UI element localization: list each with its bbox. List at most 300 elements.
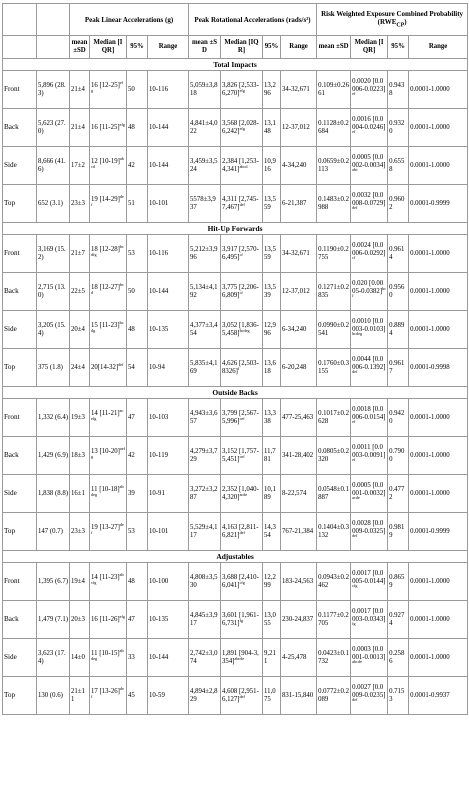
cell-rwe-median-superscript: acde [352, 495, 360, 501]
cell-rotational-mean: 4,845±3,917 [189, 601, 221, 639]
table-row [3, 399, 468, 437]
cell-linear-mean: 18±3 [70, 437, 90, 475]
header-sub-cell: Range [409, 36, 468, 59]
impact-data-table [2, 3, 468, 715]
cell-rwe-median-superscript: bcdeg [352, 331, 363, 337]
cell-linear-range: 10-116 [148, 71, 189, 109]
cell-linear-range: 10-144 [148, 147, 189, 185]
cell-linear-median [90, 513, 127, 551]
cell-linear-median-value: 14 [11-21] [91, 409, 120, 417]
cell-linear-mean: 19±4 [70, 563, 90, 601]
cell-rwe-median-superscript: cf [352, 255, 356, 261]
cell-linear-median-value: 16 [12-25] [91, 81, 120, 89]
cell-rwe-mean: 0.1271±0.2835 [317, 273, 351, 311]
cell-rwe-95: 0.9438 [388, 71, 409, 109]
cell-rotational-median-value: 3,601 [1,961-6,731] [222, 611, 259, 627]
table-row [3, 311, 468, 349]
cell-rotational-range: 230-24,837 [281, 601, 317, 639]
cell-rwe-mean: 0.1177±0.2705 [317, 601, 351, 639]
cell-rwe-95: 0.9420 [388, 399, 409, 437]
cell-linear-median [90, 639, 127, 677]
cell-rotational-median-value: 3,799 [2,567-5,996] [222, 409, 259, 425]
cell-linear-median-value: 16 [11-25] [91, 123, 120, 131]
cell-rwe-median-superscript: cfg [352, 583, 358, 589]
cell-rotational-range: 6-34,240 [281, 311, 317, 349]
cell-rwe-median-superscript: ef [352, 129, 356, 135]
table-row [3, 71, 468, 109]
cell-rwe-range: 0.0001-0.9937 [409, 677, 468, 715]
cell-rotational-mean: 4,841±4,022 [189, 109, 221, 147]
header-sub-cell: Median [IQR] [221, 36, 263, 59]
cell-linear-95: 47 [127, 601, 148, 639]
cell-linear-median-superscript: def [91, 521, 124, 535]
cell-rotational-median-superscript: f [237, 365, 240, 371]
cell-rwe-range: 0.0001-1.0000 [409, 399, 468, 437]
cell-linear-median [90, 475, 127, 513]
cell-rwe-median-superscript: def [352, 533, 358, 539]
cell-rotational-median-value: 4,608 [2,951-6,127] [222, 687, 259, 703]
cell-position: Front [3, 71, 37, 109]
cell-linear-median-superscript: abcfg [91, 571, 124, 585]
cell-count: 3,205 (15.4) [37, 311, 70, 349]
cell-rwe-range: 0.0001-1.0000 [409, 109, 468, 147]
header-sub-cell: Range [281, 36, 317, 59]
cell-rotational-median [221, 563, 263, 601]
section-title: Total Impacts [3, 59, 468, 71]
cell-rotational-median-value: 1,891 [904-3,354] [222, 649, 259, 665]
cell-rwe-median [351, 563, 388, 601]
header-blank-cell [3, 36, 37, 59]
cell-rotational-median-value: 3,568 [2,028-6,242] [222, 119, 259, 135]
cell-count: 1,395 (6.7) [37, 563, 70, 601]
header-risk-close: ) [404, 17, 407, 26]
cell-rotational-95: 13,338 [263, 399, 281, 437]
cell-linear-median-superscript: def [91, 193, 124, 207]
cell-linear-range: 10-135 [148, 311, 189, 349]
cell-position: Side [3, 475, 37, 513]
cell-linear-mean: 20±3 [70, 601, 90, 639]
cell-rotational-95: 13,055 [263, 601, 281, 639]
cell-rotational-median-value: 3,688 [2,410-6,041] [222, 573, 259, 589]
cell-rotational-mean: 5578±3,937 [189, 185, 221, 223]
cell-rotational-mean: 5,212±3,996 [189, 235, 221, 273]
cell-rotational-median [221, 185, 263, 223]
cell-rotational-95: 13,539 [263, 273, 281, 311]
cell-count: 652 (3.1) [37, 185, 70, 223]
cell-linear-median [90, 147, 127, 185]
cell-rwe-95: 0.9614 [388, 235, 409, 273]
cell-linear-median-superscript: bcdg [91, 319, 124, 333]
cell-rotational-95: 11,075 [263, 677, 281, 715]
cell-linear-range: 10-144 [148, 273, 189, 311]
cell-linear-median-superscript: abcd [91, 155, 124, 169]
cell-rwe-median [351, 601, 388, 639]
cell-rotational-mean: 4,943±3,657 [189, 399, 221, 437]
cell-linear-95: 48 [127, 311, 148, 349]
cell-rwe-mean: 0.1190±0.2755 [317, 235, 351, 273]
cell-rwe-mean: 0.0805±0.2320 [317, 437, 351, 475]
cell-linear-95: 48 [127, 109, 148, 147]
cell-rwe-95: 0.7153 [388, 677, 409, 715]
header-sub-cell: mean ±SD [189, 36, 221, 59]
cell-rotational-mean: 4,894±2,829 [189, 677, 221, 715]
cell-rotational-mean: 4,808±3,530 [189, 563, 221, 601]
cell-rwe-mean: 0.109±0.2661 [317, 71, 351, 109]
cell-linear-mean: 21±7 [70, 235, 90, 273]
cell-rotational-mean: 3,272±3,287 [189, 475, 221, 513]
cell-rwe-range: 0.0001-1.0000 [409, 563, 468, 601]
cell-linear-95: 47 [127, 399, 148, 437]
cell-rotational-median [221, 109, 263, 147]
cell-rwe-median-value: 0.0016 [0.0004-0.0246] [352, 116, 386, 131]
cell-rotational-median-value: 3,917 [2,570-6,495] [222, 245, 259, 261]
cell-linear-mean: 21±4 [70, 71, 90, 109]
cell-rwe-mean: 0.0943±0.2462 [317, 563, 351, 601]
cell-position: Top [3, 349, 37, 387]
cell-rotational-median-superscript: cef [239, 453, 245, 459]
cell-rotational-mean: 4,279±3,729 [189, 437, 221, 475]
header-risk-weighted [317, 4, 468, 36]
cell-linear-range: 10-100 [148, 563, 189, 601]
cell-linear-mean: 17±2 [70, 147, 90, 185]
cell-rwe-median-superscript: bcf [352, 285, 387, 299]
cell-rotational-median-superscript: cf [239, 289, 243, 295]
cell-linear-median-superscript: abdeg [91, 647, 124, 661]
cell-rotational-range: 477-25,463 [281, 399, 317, 437]
cell-rwe-median [351, 437, 388, 475]
cell-rwe-range: 0.0001-1.0000 [409, 235, 468, 273]
cell-rotational-95: 13,559 [263, 185, 281, 223]
cell-linear-median-superscript: acefg [91, 407, 124, 421]
table-row [3, 677, 468, 715]
cell-linear-median-value: 18 [12-28] [91, 245, 120, 253]
cell-rotational-median-value: 3,775 [2,206-6,809] [222, 283, 259, 299]
cell-count: 375 (1.8) [37, 349, 70, 387]
cell-linear-median [90, 437, 127, 475]
cell-linear-range: 10-103 [148, 399, 189, 437]
cell-rwe-range: 0.0001-0.9999 [409, 513, 468, 551]
cell-linear-range: 10-116 [148, 235, 189, 273]
cell-linear-median-superscript: efg [91, 79, 124, 93]
cell-rotational-median-superscript: efg [239, 87, 245, 93]
cell-linear-median [90, 109, 127, 147]
cell-linear-mean: 23±3 [70, 513, 90, 551]
cell-rwe-median-superscript: abc [352, 167, 358, 173]
cell-linear-median [90, 185, 127, 223]
cell-rwe-95: 0.9560 [388, 273, 409, 311]
cell-rwe-median-superscript: def [352, 205, 358, 211]
table-row [3, 109, 468, 147]
cell-linear-95: 42 [127, 147, 148, 185]
cell-rotational-median [221, 399, 263, 437]
cell-rotational-range: 12-37,012 [281, 273, 317, 311]
cell-rotational-median-superscript: abcd [239, 163, 248, 169]
cell-rotational-range: 12-37,012 [281, 109, 317, 147]
cell-linear-median-superscript: def [118, 361, 124, 367]
cell-rwe-median-value: 0.0017 [0.0003-0.0343] [352, 608, 386, 623]
cell-rotational-range: 767-21,384 [281, 513, 317, 551]
cell-linear-mean: 24±4 [70, 349, 90, 387]
header-blank-cell [37, 36, 70, 59]
cell-rotational-median-superscript: cef [239, 415, 245, 421]
cell-rotational-median [221, 475, 263, 513]
cell-rotational-95: 10,916 [263, 147, 281, 185]
cell-rotational-95: 9,211 [263, 639, 281, 677]
cell-rwe-median-value: 0.0005 [0.0001-0.0032] [352, 482, 386, 497]
cell-rotational-median-superscript: def [239, 201, 245, 207]
cell-rotational-95: 14,354 [263, 513, 281, 551]
cell-linear-median-superscript: abdeg [91, 483, 124, 497]
cell-rwe-median-value: 0.0024 [0.0006-0.0292] [352, 242, 386, 257]
cell-rotational-mean: 3,459±3,524 [189, 147, 221, 185]
table-row [3, 185, 468, 223]
header-risk-text: Risk Weighted Exposure Combined Probability (RWE [321, 9, 464, 26]
cell-rwe-mean: 0.1760±0.3155 [317, 349, 351, 387]
cell-rotational-median-superscript: efg [239, 125, 245, 131]
cell-rwe-median [351, 639, 388, 677]
cell-rwe-median-value: 0.0020 [0.0006-0.0223] [352, 78, 386, 93]
cell-count: 3,169 (15.2) [37, 235, 70, 273]
cell-rwe-median-superscript: abcde [352, 659, 362, 665]
cell-rotational-median [221, 235, 263, 273]
cell-position: Front [3, 563, 37, 601]
table-body [3, 59, 468, 715]
cell-rwe-95: 0.4772 [388, 475, 409, 513]
cell-count: 147 (0.7) [37, 513, 70, 551]
cell-rotational-median [221, 349, 263, 387]
cell-rotational-median-value: 4,626 [2,503-8326] [222, 359, 259, 375]
cell-linear-mean: 14±0 [70, 639, 90, 677]
cell-linear-range: 10-101 [148, 513, 189, 551]
cell-linear-median-value: 14 [11-23] [91, 573, 120, 581]
header-sub-cell: Median [IQR] [90, 36, 127, 59]
header-sub-cell: mean ±SD [70, 36, 90, 59]
table-row [3, 273, 468, 311]
cell-count: 1,479 (7.1) [37, 601, 70, 639]
cell-linear-95: 54 [127, 349, 148, 387]
cell-rotational-median [221, 601, 263, 639]
cell-linear-median-superscript: aefg [91, 445, 126, 459]
cell-rwe-95: 0.2586 [388, 639, 409, 677]
cell-linear-median-value: 19 [14-29] [91, 195, 120, 203]
cell-rotational-mean: 5,134±4,192 [189, 273, 221, 311]
cell-linear-median-superscript: efg [119, 613, 125, 619]
cell-rwe-range: 0.0001-1.0000 [409, 601, 468, 639]
cell-count: 1,429 (6.9) [37, 437, 70, 475]
cell-linear-mean: 23±3 [70, 185, 90, 223]
cell-linear-range: 10-135 [148, 601, 189, 639]
cell-rwe-median [351, 273, 388, 311]
section-title: Hit-Up Forwards [3, 223, 468, 235]
cell-rwe-95: 0.9274 [388, 601, 409, 639]
cell-linear-median-superscript: bcd [91, 281, 124, 295]
cell-linear-median [90, 677, 127, 715]
cell-rwe-median-superscript: def [352, 369, 358, 375]
cell-linear-95: 42 [127, 437, 148, 475]
cell-rotational-mean: 4,377±3,454 [189, 311, 221, 349]
cell-count: 1,332 (6.4) [37, 399, 70, 437]
cell-rwe-median [351, 349, 388, 387]
header-peak-rotational: Peak Rotational Accelerations (rads/s²) [189, 4, 317, 36]
cell-rotational-median [221, 71, 263, 109]
section-row [3, 387, 468, 399]
cell-rwe-median-value: 0.0011 [0.0003-0.0091] [352, 444, 386, 459]
cell-rwe-median-superscript: ef [352, 457, 356, 463]
cell-rotational-range: 4-34,240 [281, 147, 317, 185]
table-row [3, 639, 468, 677]
cell-rwe-95: 0.8894 [388, 311, 409, 349]
cell-rwe-range: 0.0001-1.0000 [409, 311, 468, 349]
cell-rotational-median-superscript: def [239, 693, 245, 699]
cell-linear-95: 53 [127, 513, 148, 551]
cell-linear-95: 50 [127, 71, 148, 109]
cell-rotational-95: 12,299 [263, 563, 281, 601]
cell-count: 5,896 (28.3) [37, 71, 70, 109]
cell-count: 130 (0.6) [37, 677, 70, 715]
cell-rwe-range: 0.0001-1.0000 [409, 71, 468, 109]
cell-rotational-mean: 5,529±4,117 [189, 513, 221, 551]
cell-rotational-median-superscript: cfg [239, 579, 245, 585]
cell-position: Front [3, 399, 37, 437]
cell-rotational-median-value: 3,052 [1,836-5,458] [222, 321, 259, 337]
cell-rwe-median [351, 311, 388, 349]
cell-position: Back [3, 109, 37, 147]
cell-rotational-median [221, 677, 263, 715]
cell-linear-mean: 20±4 [70, 311, 90, 349]
cell-position: Back [3, 437, 37, 475]
header-sub-cell: Median [IQR] [351, 36, 388, 59]
cell-rotational-median-superscript: bcdeg [239, 327, 250, 333]
cell-rwe-median-value: 0.0005 [0.0002-0.0034] [352, 154, 386, 169]
cell-rwe-range: 0.0001-1.0000 [409, 147, 468, 185]
cell-rwe-median [351, 185, 388, 223]
table-row [3, 147, 468, 185]
cell-rwe-median [351, 399, 388, 437]
cell-rotational-95: 13,148 [263, 109, 281, 147]
cell-linear-median-value: 15 [11-23] [91, 321, 120, 329]
header-sub-cell: mean ±SD [317, 36, 351, 59]
cell-rotational-95: 13,618 [263, 349, 281, 387]
cell-linear-median-value: 18 [12-27] [91, 283, 120, 291]
cell-rotational-95: 12,996 [263, 311, 281, 349]
cell-rwe-mean: 0.0423±0.1732 [317, 639, 351, 677]
cell-rwe-median [351, 513, 388, 551]
header-sub-cell: 95% [388, 36, 409, 59]
cell-rwe-95: 0.7900 [388, 437, 409, 475]
cell-rwe-range: 0.0001-1.0000 [409, 437, 468, 475]
cell-rotational-median-superscript: abcde [234, 655, 245, 661]
cell-linear-range: 10-59 [148, 677, 189, 715]
cell-rwe-mean: 0.1404±0.3132 [317, 513, 351, 551]
cell-rwe-median-value: 0.0003 [0.0001-0.0013] [352, 646, 386, 661]
cell-linear-median [90, 311, 127, 349]
section-row [3, 551, 468, 563]
cell-rotational-median-value: 4,311 [2,745-7,467] [222, 195, 259, 211]
cell-rwe-range: 0.0001-1.0000 [409, 273, 468, 311]
cell-rwe-95: 0.9602 [388, 185, 409, 223]
cell-rwe-mean: 0.1017±0.2628 [317, 399, 351, 437]
cell-rwe-median-value: 0.020 [0.0005-0.0382] [352, 280, 384, 295]
cell-count: 3,623 (17.4) [37, 639, 70, 677]
cell-linear-median-value: 16 [11-26] [91, 615, 120, 623]
cell-rwe-median-value: 0.0044 [0.0006-0.1392] [352, 356, 386, 371]
cell-rotational-median [221, 513, 263, 551]
cell-rotational-median-superscript: fg [239, 617, 244, 623]
cell-linear-median [90, 273, 127, 311]
cell-rwe-median-value: 0.0028 [0.0009-0.0325] [352, 520, 386, 535]
cell-linear-median-superscript: bcdfg [91, 243, 124, 257]
cell-rotational-95: 10,189 [263, 475, 281, 513]
cell-linear-mean: 21±11 [70, 677, 90, 715]
cell-rwe-median [351, 677, 388, 715]
cell-linear-median-value: 13 [10-20] [91, 447, 120, 455]
cell-rwe-range: 0.0001-0.9998 [409, 349, 468, 387]
cell-linear-median-value: 11 [10-15] [91, 649, 120, 657]
cell-rwe-range: 0.0001-1.0000 [409, 475, 468, 513]
cell-linear-median-superscript: def [91, 685, 124, 699]
header-risk-subscript: CP [396, 22, 405, 29]
cell-rwe-mean: 0.0990±0.2541 [317, 311, 351, 349]
header-sub-cell: Range [148, 36, 189, 59]
cell-rotational-range: 831-15,840 [281, 677, 317, 715]
page [0, 3, 469, 810]
cell-rotational-median-value: 3,152 [1,757-5,451] [222, 447, 259, 463]
cell-position: Side [3, 311, 37, 349]
cell-linear-95: 39 [127, 475, 148, 513]
cell-rotational-95: 11,781 [263, 437, 281, 475]
cell-rotational-median [221, 311, 263, 349]
cell-count: 8,666 (41.6) [37, 147, 70, 185]
cell-linear-median [90, 601, 127, 639]
cell-rotational-95: 13,559 [263, 235, 281, 273]
cell-rotational-range: 341-28,402 [281, 437, 317, 475]
cell-rotational-range: 6-21,387 [281, 185, 317, 223]
section-row [3, 59, 468, 71]
cell-rwe-median-superscript: ef [352, 91, 356, 97]
cell-rwe-median [351, 235, 388, 273]
header-row-subcolumns [3, 36, 468, 59]
cell-rwe-median [351, 147, 388, 185]
cell-linear-mean: 16±1 [70, 475, 90, 513]
cell-linear-mean: 21±4 [70, 109, 90, 147]
cell-linear-median-value: 17 [13-26] [91, 687, 120, 695]
cell-rwe-median-value: 0.0018 [0.0006-0.0154] [352, 406, 386, 421]
cell-rotational-range: 183-24,563 [281, 563, 317, 601]
cell-linear-95: 48 [127, 563, 148, 601]
cell-rotational-median-superscript: acde [239, 491, 248, 497]
cell-rotational-range: 6-20,248 [281, 349, 317, 387]
section-title: Outside Backs [3, 387, 468, 399]
cell-rotational-median-value: 2,384 [1,253-4,341] [222, 157, 259, 173]
cell-linear-95: 51 [127, 185, 148, 223]
cell-linear-95: 45 [127, 677, 148, 715]
cell-rotational-range: 8-22,574 [281, 475, 317, 513]
cell-rotational-95: 13,296 [263, 71, 281, 109]
cell-linear-median [90, 235, 127, 273]
cell-linear-median-superscript: efg [119, 121, 125, 127]
header-blank-cell [37, 4, 70, 36]
cell-linear-median [90, 71, 127, 109]
cell-rotational-median [221, 273, 263, 311]
cell-rwe-range: 0.0001-1.0000 [409, 639, 468, 677]
cell-rwe-mean: 0.1483±0.2988 [317, 185, 351, 223]
cell-position: Top [3, 677, 37, 715]
cell-linear-median-value: 12 [10-19] [91, 157, 120, 165]
table-row [3, 563, 468, 601]
table-row [3, 437, 468, 475]
cell-rotational-median-value: 4,163 [2,811-6,821] [222, 523, 259, 539]
cell-linear-median-value: 11 [10-18] [91, 485, 120, 493]
